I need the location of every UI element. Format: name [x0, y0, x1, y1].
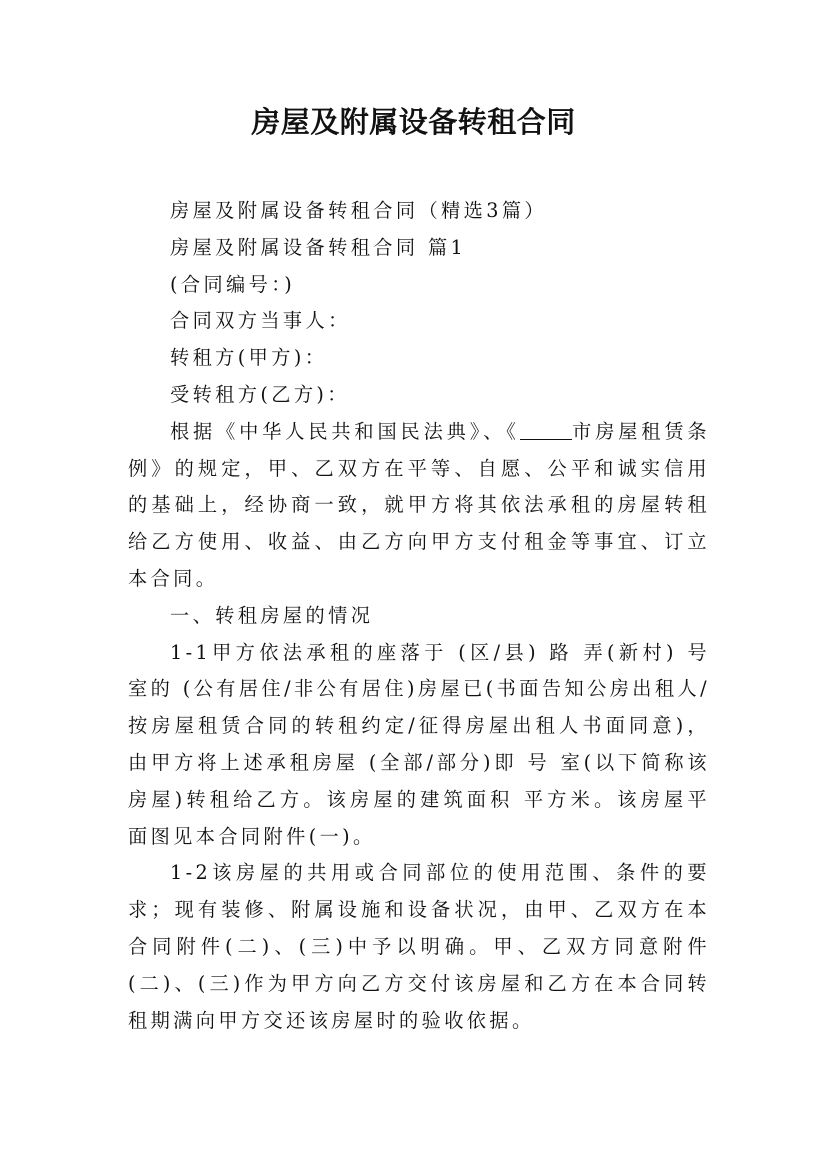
paragraph-contract-number: (合同编号：): [170, 272, 296, 296]
legal-basis-text-start: 根据《中华人民共和国民法典》、《: [170, 419, 520, 443]
document-body: [128, 193, 710, 1039]
paragraph-parties: 合同双方当事人：: [170, 309, 351, 333]
paragraph-article-heading: 房屋及附属设备转租合同 篇1: [170, 235, 467, 259]
legal-basis-text-end: 市房屋租赁条例》的规定，甲、乙双方在平等、自愿、公平和诚实信用的基础上，经协商一致，就甲方将其依法承租的房屋转租给乙方使用、收益、由乙方向甲方支付租金等事宜、订立本合同。: [128, 419, 710, 590]
section-heading: 一、转租房屋的情况: [170, 603, 374, 627]
paragraph-legal-basis: [128, 414, 710, 598]
clause-1-2: 1-2该房屋的共用或合同部位的使用范围、条件的要求；现有装修、附属设施和设备状况，由甲、乙双方在本合同附件(二)、(三)中予以明确。甲、乙双方同意附件(二)、(三)作为甲方向乙方交付该房屋和乙方在本合同转租期满向甲方交还该房屋时的验收依据。: [128, 861, 710, 1032]
clause-1-1: 1-1甲方依法承租的座落于 (区/县) 路 弄(新村) 号 室的 (公有居住/非公有居住)房屋已(书面告知公房出租人/按房屋租赁合同的转租约定/征得房屋出租人书面同意)，由甲方将上述承租房屋 (全部/部分)即 号 室(以下简称该房屋)转租给乙方。该房屋的建筑面积 平方米。该房屋平面图见本合同附件(一)。: [128, 640, 710, 848]
paragraph-party-b: 受转租方(乙方)：: [170, 382, 350, 406]
document-title: 房屋及附属设备转租合同: [251, 105, 576, 139]
paragraph-selection-note: 房屋及附属设备转租合同（精选3篇）: [170, 199, 548, 222]
paragraph-party-a: 转租方(甲方)：: [170, 346, 328, 370]
fill-in-blank: [520, 420, 572, 440]
